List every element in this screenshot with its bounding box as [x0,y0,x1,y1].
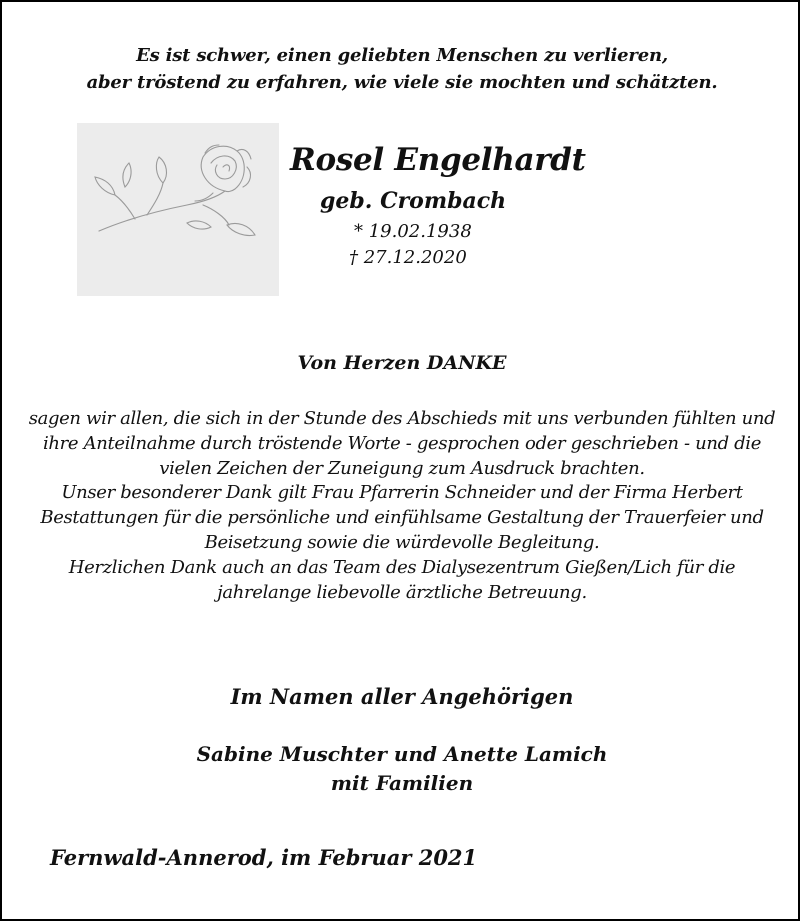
rose-image [77,123,279,296]
place-date: Fernwald-Annerod, im Februar 2021 [50,845,478,870]
body-line: Unser besonderer Dank gilt Frau Pfarrerin Schneider und der Firma Herbert [61,482,743,504]
body-line: Beisetzung sowie die würdevolle Begleitung. [204,531,600,553]
deceased-name: Rosel Engelhardt [290,142,586,178]
signer-line: Sabine Muschter und Anette Lamich [196,742,608,766]
quote-line: aber tröstend zu erfahren, wie viele sie mochten und schätzten. [86,72,718,93]
signers [2,740,800,798]
on-behalf-line: Im Namen aller Angehörigen [230,684,574,709]
body-line: jahrelange liebevolle ärztliche Betreuung. [217,581,587,603]
thanks-body [2,407,800,605]
quote [2,42,800,96]
death-date: † 27.12.2020 [349,247,467,268]
maiden-name: geb. Crombach [320,188,507,214]
body-line: sagen wir allen, die sich in der Stunde des Abschieds mit uns verbunden fühlten und [28,408,776,429]
body-line: Herzlichen Dank auch an das Team des Dialysezentrum Gießen/Lich für die [68,556,736,578]
thanks-heading: Von Herzen DANKE [297,352,507,374]
body-line: ihre Anteilnahme durch tröstende Worte - gesprochen oder geschrieben - und die [42,432,762,454]
body-line: vielen Zeichen der Zuneigung zum Ausdruck brachten. [159,457,645,479]
signer-line: mit Familien [330,771,474,795]
body-line: Bestattungen für die persönliche und einfühlsame Gestaltung der Trauerfeier und [40,507,764,529]
rose-icon [77,123,279,296]
birth-date: * 19.02.1938 [354,221,472,242]
quote-line: Es ist schwer, einen geliebten Menschen zu verlieren, [136,45,668,66]
